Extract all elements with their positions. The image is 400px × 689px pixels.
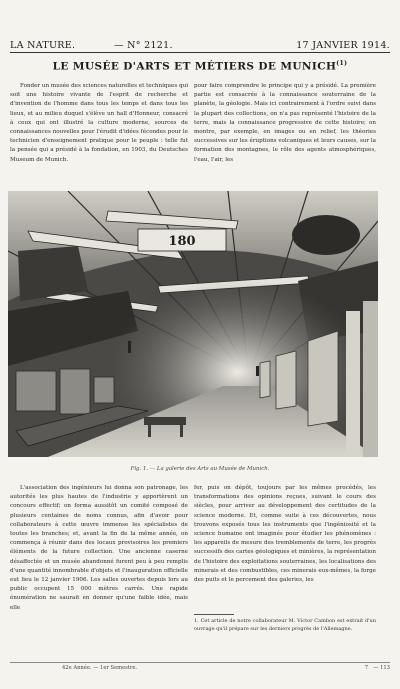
issue-date: 17 JANVIER 1914.: [296, 40, 390, 51]
article-title: [0, 60, 400, 73]
issue-number: — N° 2121.: [114, 40, 173, 51]
paragraph: fer, puis on dépôt, toujours par les mêmes procédés, les transformations des opinions reçues, suivant le cours des siècles, pour arriver au développement des certitudes de la science moderne. Et, comme suite à ces découvertes, nous trouvons exposés tous les instruments que l'ingéniosité et la science humaine ont imaginés pour étudier les phénomènes : les appareils de mesure des tremblements de terre, les progrès successifs des cartes géologiques et minières, la représentation de l'histoire des exploitations souterraines, les localisations des minerais et des combustibles, ces minerais eux-mêmes, la forge des puits et le percement des galeries, les: [194, 485, 376, 584]
page-number: — 113: [373, 665, 390, 671]
paragraph: pour faire comprendre le principe qui y a présidé. La première partie est consacrée à la connaissance souterraine de la planète, la géologie. Mais ici contrairement à l'ordre suivi dans la plupart des collections, on n'a pas représenté l'histoire de la terre, mais la connaissance progressive de cette histoire; on montre, par exemple, en images ou en relief, les théories successives sur les éruptions volcaniques et leurs causes, sur la formation des montagnes, le rôle des agents atmosphériques, l'eau, l'air, les: [194, 83, 376, 163]
column-bottom-right: [194, 484, 376, 610]
volume-info: 42e Année. — 1er Semestre.: [62, 665, 138, 671]
photo-illustration: [8, 191, 378, 457]
museum-gallery-photo: [8, 191, 378, 457]
journal-name: LA NATURE.: [10, 40, 76, 51]
figure-caption: Fig. 1. — La galerie des Arts au Musée de Munich.: [130, 466, 270, 472]
paragraph: L'association des ingénieurs lui donna son patronage, les autorités les plus hautes de l'industrie y apportèrent un concours effectif; on forma aussitôt un comité composé de plusieurs centaines de noms connus, afin d'avoir pour collaborateurs à cette œuvre immense les spécialistes de toutes les branches; et, avant la fin de la même année, on commença à réunir dans des locaux provisoires les premiers éléments de la future collection. Une ancienne caserne désaffectée et un musée abandonné furent peu à peu remplis d'une quantité innombrable d'objets et l'inauguration officielle eut lieu le 12 janvier 1906. Les salles ouvertes depuis lors au public occupent 15 000 mètres carrés. Une rapide énumération ne saurait en donner qu'une faible idée, mais elle: [10, 485, 188, 611]
page-footer: [10, 662, 390, 673]
column-top-left: [10, 82, 188, 174]
title-footnote-mark: (1): [336, 60, 348, 67]
footnote: 1. Cet article de notre collaborateur M. Victor Cambon est extrait d'un ouvrage qu'il prépare sur les derniers progrès de l'Allemagne.: [194, 618, 376, 632]
footnote-rule: [194, 614, 234, 615]
column-top-right: [194, 82, 376, 174]
paragraph: Fonder un musée des sciences naturelles et techniques qui soit une histoire vivante de l'esprit de recherche et d'invention de l'homme dans tous les temps et dans tous les lieux, et au milieu duquel s'élève un hall d'Honneur, consacré à ceux qui ont illustré la culture moderne, sources de connaissances nouvelles pour l'érudit d'idées fécondes pour le technicien d'enseignement pratique pour le peuple : telle fut la pensée qui a présidé à la fondation, en 1903, du Deutsches Museum de Munich.: [10, 83, 188, 163]
column-bottom-left: [10, 484, 188, 652]
running-header: [10, 38, 390, 53]
signature-mark: 7: [364, 665, 368, 671]
article-title-text: LE MUSÉE D'ARTS ET MÉTIERS DE MUNICH: [52, 60, 337, 73]
